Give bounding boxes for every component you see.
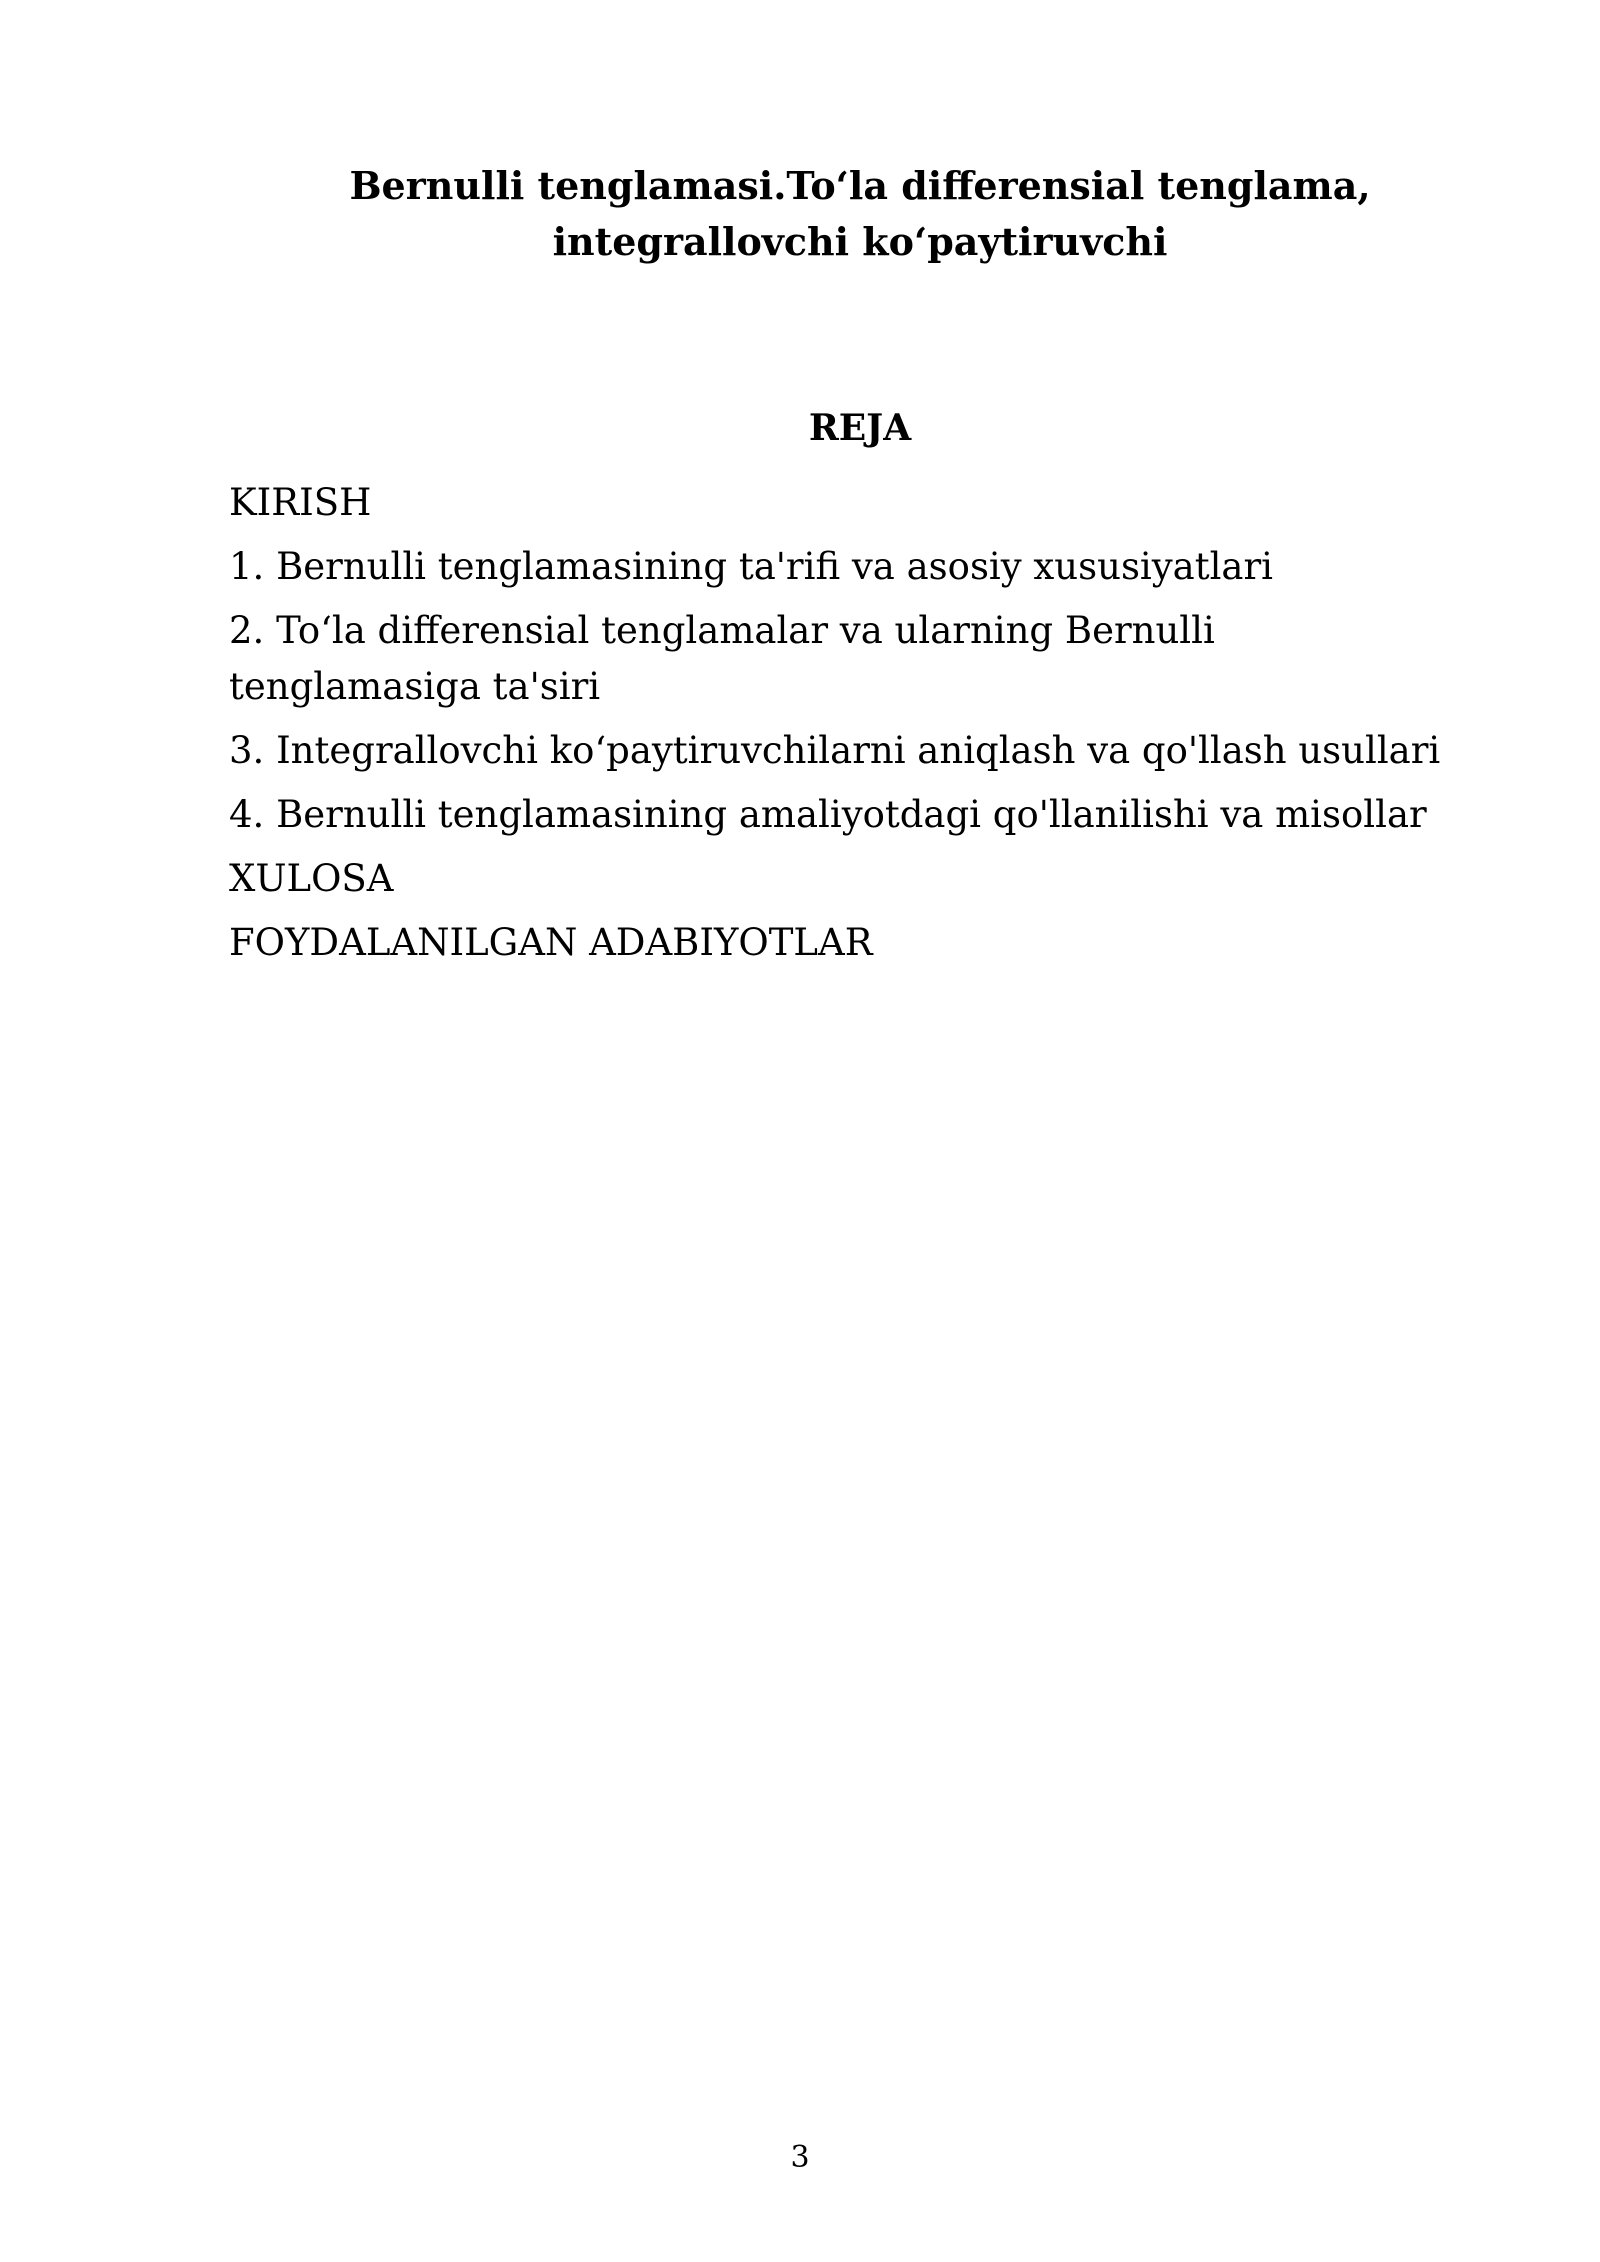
plan-item-text-continued: tenglamasiga ta'siri (229, 665, 601, 708)
plan-list (229, 475, 1529, 979)
document-title-line-1: Bernulli tenglamasi.To‘la differensial tenglama, (349, 163, 1371, 208)
document-title (230, 158, 1490, 270)
plan-heading: REJA (808, 407, 912, 449)
plan-item-references (229, 915, 1529, 971)
plan-item-text: KIRISH (229, 481, 372, 524)
plan-item-3 (229, 723, 1529, 779)
plan-item-xulosa (229, 851, 1529, 907)
page-number: 3 (790, 2140, 810, 2175)
plan-item-text: 4. Bernulli tenglamasining amaliyotdagi qo'llanilishi va misollar (229, 793, 1427, 836)
plan-item-text: 3. Integrallovchi ko‘paytiruvchilarni aniqlash va qo'llash usullari (229, 729, 1441, 772)
plan-item-text: 2. To‘la differensial tenglamalar va ularning Bernulli (229, 609, 1215, 652)
plan-item-text: FOYDALANILGAN ADABIYOTLAR (229, 921, 873, 964)
plan-item-4 (229, 787, 1529, 843)
plan-item-text: 1. Bernulli tenglamasining ta'rifi va asosiy xususiyatlari (229, 545, 1274, 588)
plan-item-kirish (229, 475, 1529, 531)
plan-item-text: XULOSA (229, 857, 394, 900)
plan-item-2 (229, 603, 1529, 715)
plan-item-1 (229, 539, 1529, 595)
document-title-line-2: integrallovchi ko‘paytiruvchi (552, 219, 1168, 264)
